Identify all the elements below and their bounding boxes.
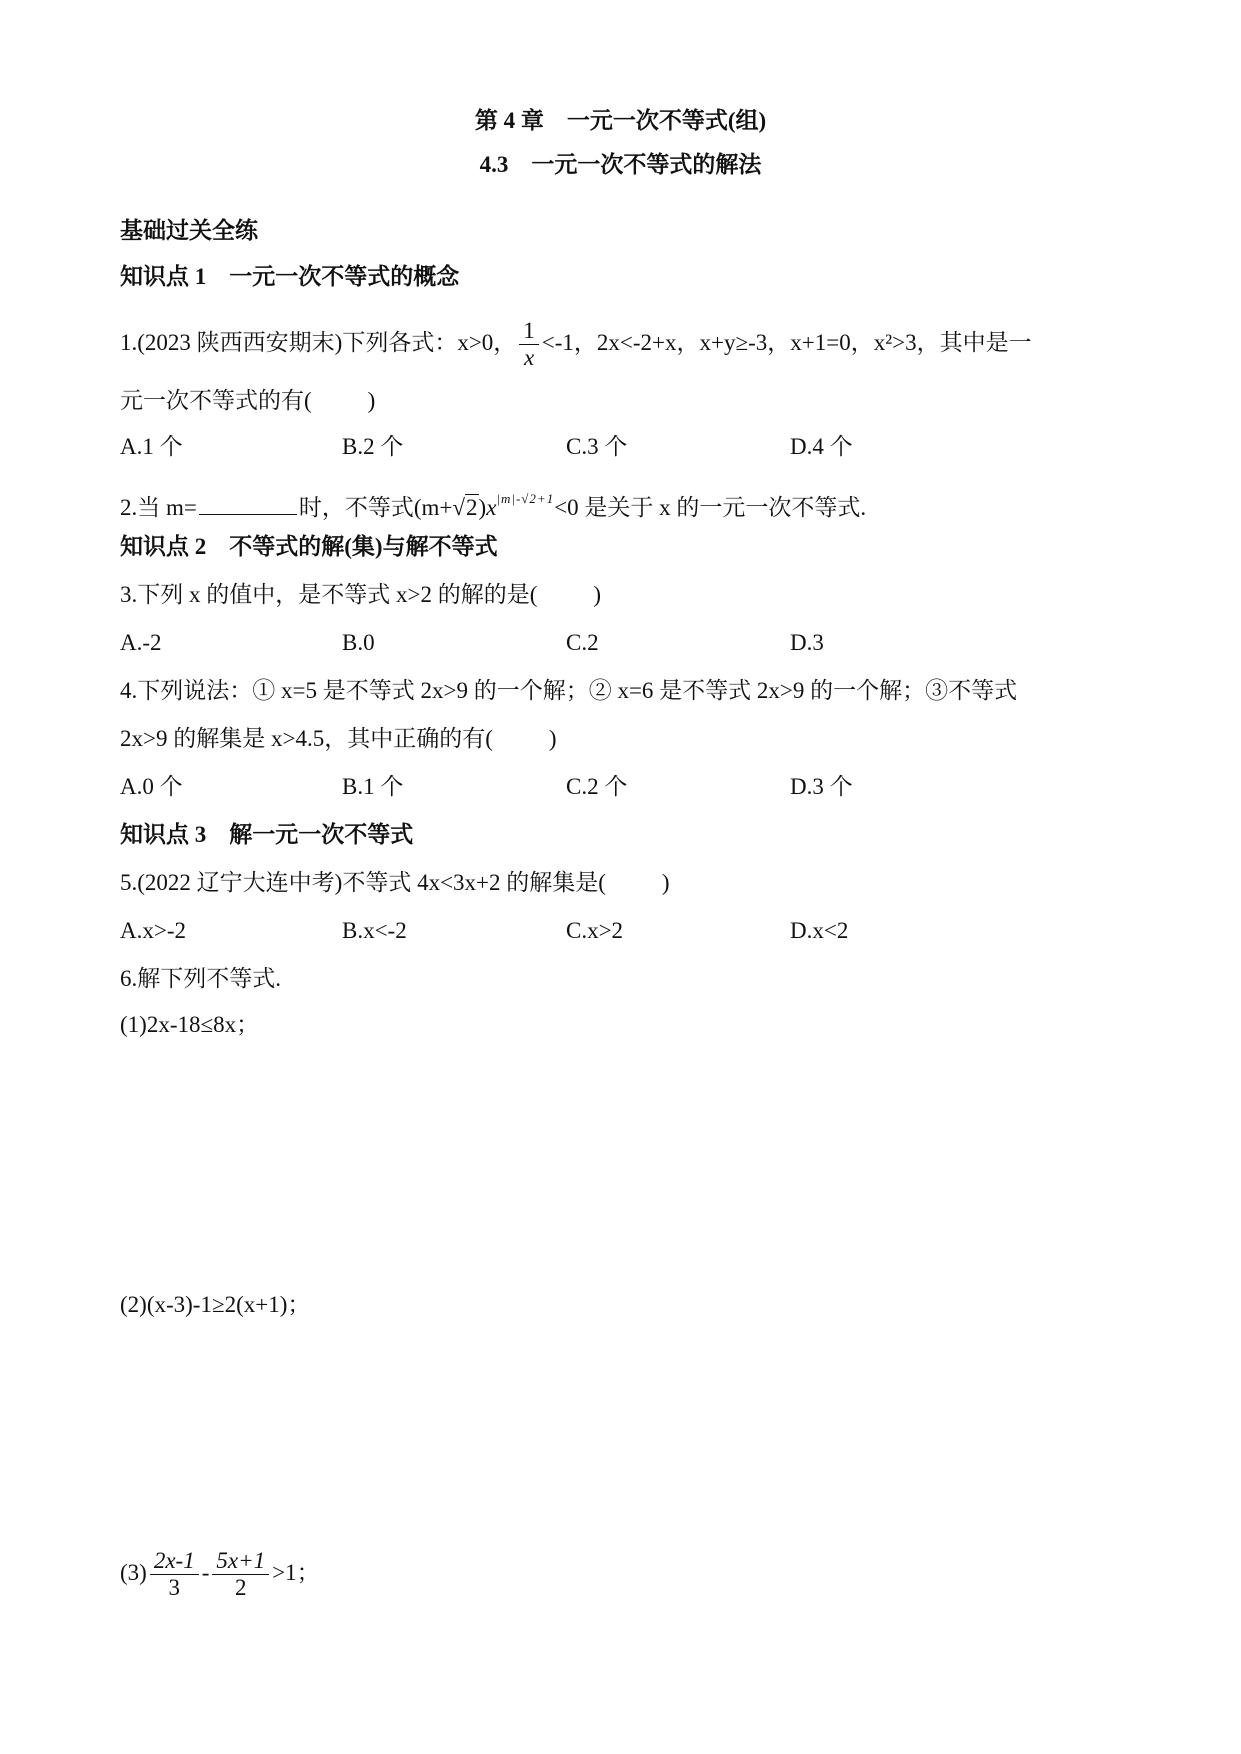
question-6-part-1: (1)2x-18≤8x； — [120, 1012, 260, 1037]
q1-suffix: <-1，2x<-2+x，x+y≥-3，x+1=0，x²>3，其中是一 — [541, 330, 1032, 356]
q1-prefix: 1.(2023 陕西西安期末)下列各式：x>0， — [120, 330, 517, 356]
q4-option-c: C.2 个 — [566, 774, 628, 799]
knowledge-point-1: 知识点 1 一元一次不等式的概念 — [120, 264, 460, 289]
q1-frac-den: x — [523, 345, 535, 371]
q1-frac-num: 1 — [519, 318, 539, 345]
q4-close: ) — [548, 726, 557, 751]
q2-exponent: |m|-√2+1 — [496, 491, 555, 506]
q4-option-b: B.1 个 — [342, 774, 404, 799]
q2-sqrt-symbol: √ — [452, 495, 466, 520]
question-6-part-2: (2)(x-3)-1≥2(x+1)； — [120, 1292, 311, 1317]
q5-option-c: C.x>2 — [566, 918, 624, 943]
question-3 — [120, 580, 601, 610]
q3-option-d: D.3 — [790, 630, 824, 655]
q1-option-a: A.1 个 — [120, 434, 183, 459]
q3-option-a: A.-2 — [120, 630, 162, 655]
q4-option-d: D.3 个 — [790, 774, 853, 799]
q5-option-a: A.x>-2 — [120, 918, 186, 943]
section-title: 4.3 一元一次不等式的解法 — [479, 152, 762, 177]
q2-after-sqrt: ) — [478, 495, 487, 520]
q4-option-a: A.0 个 — [120, 774, 183, 799]
q6-sub3-minus: - — [201, 1560, 210, 1586]
q2-prefix: 2.当 m= — [120, 495, 197, 520]
question-4-line-1: 4.下列说法：① x=5 是不等式 2x>9 的一个解；② x=6 是不等式 2x>9 的一个解；③不等式 — [120, 678, 1018, 703]
q2-mid: 时，不等式(m+ — [298, 495, 453, 520]
question-2 — [120, 484, 866, 523]
q6-sub3-frac2-num: 5x+1 — [212, 1548, 269, 1575]
q5-text: 5.(2022 辽宁大连中考)不等式 4x<3x+2 的解集是( — [120, 870, 606, 895]
q6-sub3-suffix: >1； — [272, 1560, 320, 1586]
q4-line2: 2x>9 的解集是 x>4.5，其中正确的有( — [120, 726, 493, 751]
question-1-line-2 — [120, 386, 375, 416]
q2-sqrt-value: 2 — [466, 495, 478, 520]
q2-var: x — [486, 495, 497, 520]
q1-line2: 元一次不等式的有( — [120, 388, 312, 413]
q6-sub3-frac2-den: 2 — [234, 1575, 247, 1601]
q5-option-d: D.x<2 — [790, 918, 849, 943]
q5-option-b: B.x<-2 — [342, 918, 407, 943]
q3-option-c: C.2 — [566, 630, 599, 655]
question-6-part-3 — [120, 1548, 320, 1602]
q3-text: 3.下列 x 的值中，是不等式 x>2 的解的是( — [120, 582, 538, 607]
q2-answer-blank[interactable] — [199, 492, 297, 515]
q5-close: ) — [661, 870, 670, 895]
question-1-line-1 — [120, 318, 1032, 372]
q6-sub3-frac1-den: 3 — [168, 1575, 181, 1601]
knowledge-point-2: 知识点 2 不等式的解(集)与解不等式 — [120, 534, 498, 559]
q1-option-d: D.4 个 — [790, 434, 853, 459]
chapter-title: 第 4 章 一元一次不等式(组) — [474, 108, 767, 133]
q1-close: ) — [367, 388, 376, 413]
q6-sub3-prefix: (3) — [120, 1560, 147, 1586]
q6-sub3-fraction-1 — [150, 1548, 199, 1602]
question-5 — [120, 868, 670, 898]
knowledge-point-3: 知识点 3 解一元一次不等式 — [120, 822, 414, 847]
q1-option-c: C.3 个 — [566, 434, 628, 459]
q6-sub3-fraction-2 — [212, 1548, 269, 1602]
q1-option-b: B.2 个 — [342, 434, 404, 459]
q3-option-b: B.0 — [342, 630, 375, 655]
question-6-stem: 6.解下列不等式. — [120, 966, 281, 991]
practice-title: 基础过关全练 — [120, 218, 258, 243]
q1-fraction — [519, 318, 539, 372]
q3-close: ) — [593, 582, 602, 607]
question-4-line-2 — [120, 724, 557, 754]
q6-sub3-frac1-num: 2x-1 — [150, 1548, 199, 1575]
q2-suffix: <0 是关于 x 的一元一次不等式. — [554, 495, 867, 520]
